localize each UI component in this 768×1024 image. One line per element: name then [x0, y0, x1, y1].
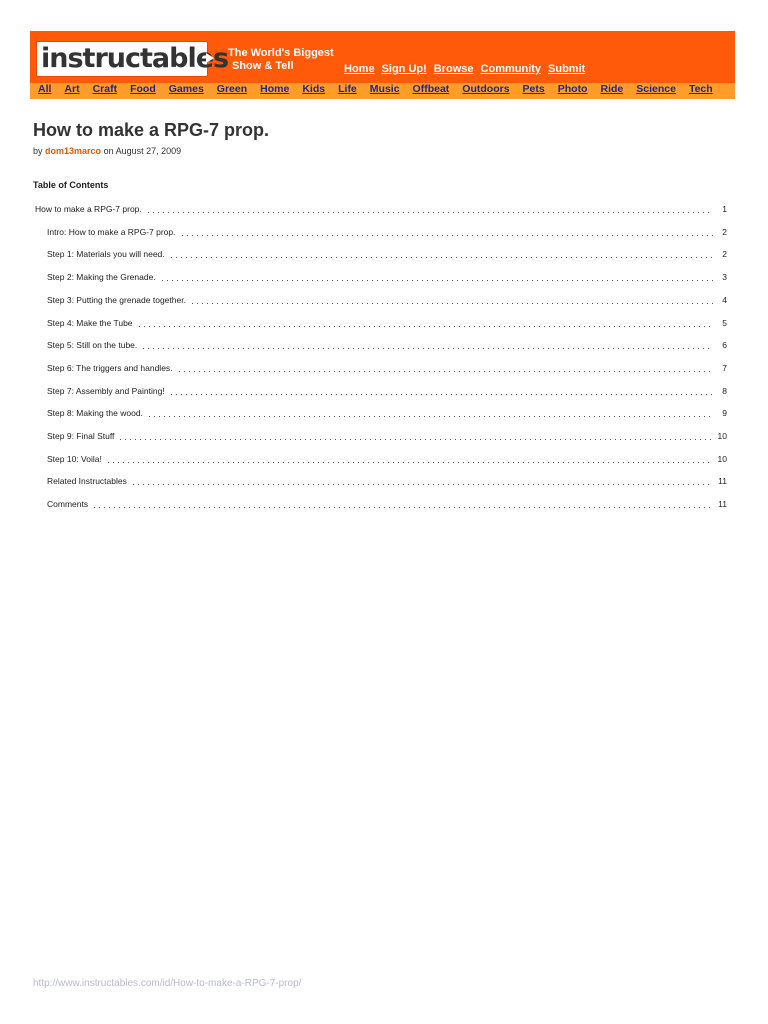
- toc-entry-page: 2: [722, 227, 727, 237]
- category-art[interactable]: Art: [64, 83, 80, 95]
- author-link[interactable]: dom13marco: [45, 146, 102, 156]
- toc-leader-dots: [177, 365, 713, 373]
- category-ride[interactable]: Ride: [600, 83, 624, 95]
- toc-entry[interactable]: [47, 363, 727, 375]
- toc-leader-dots: [190, 297, 713, 305]
- toc-entry-label: Step 10: Voila!: [47, 454, 102, 464]
- toc-entry[interactable]: [47, 499, 727, 511]
- toc-entry[interactable]: [47, 227, 727, 239]
- toc-leader-dots: [141, 342, 713, 350]
- toc-entry-label: Step 3: Putting the grenade together.: [47, 295, 186, 305]
- category-music[interactable]: Music: [369, 83, 400, 95]
- toc-entry-label: Intro: How to make a RPG-7 prop.: [47, 227, 176, 237]
- byline-date: on August 27, 2009: [103, 146, 182, 156]
- category-home[interactable]: Home: [260, 83, 290, 95]
- category-links: [38, 83, 713, 96]
- toc-leader-dots: [169, 251, 713, 259]
- toc-entry[interactable]: [47, 476, 727, 488]
- toc-entry[interactable]: [47, 340, 727, 352]
- nav-browse[interactable]: Browse: [433, 63, 474, 75]
- toc-heading: Table of Contents: [33, 180, 109, 190]
- category-outdoors[interactable]: Outdoors: [462, 83, 510, 95]
- category-all[interactable]: All: [38, 83, 52, 95]
- toc-entry-label: Step 6: The triggers and handles.: [47, 363, 173, 373]
- logo[interactable]: [36, 41, 229, 77]
- category-green[interactable]: Green: [216, 83, 248, 95]
- toc-entry-page: 8: [722, 386, 727, 396]
- toc-leader-dots: [106, 456, 713, 464]
- category-photo[interactable]: Photo: [557, 83, 588, 95]
- toc-leader-dots: [146, 206, 713, 214]
- toc-entry-page: 11: [718, 499, 727, 509]
- category-bar: [30, 83, 735, 99]
- toc-leader-dots: [180, 229, 714, 237]
- page-title: How to make a RPG-7 prop.: [33, 120, 270, 140]
- toc-entry-label: Step 8: Making the wood.: [47, 408, 143, 418]
- nav-sign-up[interactable]: Sign Up!: [381, 63, 427, 75]
- toc-leader-dots: [137, 320, 713, 328]
- byline: [33, 146, 181, 156]
- category-games[interactable]: Games: [168, 83, 204, 95]
- toc-entry-label: Step 4: Make the Tube: [47, 318, 133, 328]
- toc-entry[interactable]: [47, 431, 727, 443]
- toc-entry-label: Comments: [47, 499, 89, 509]
- toc-leader-dots: [160, 274, 713, 282]
- toc-entry-label: Step 7: Assembly and Painting!: [47, 386, 165, 396]
- toc-leader-dots: [169, 388, 713, 396]
- toc-entry-page: 10: [717, 454, 727, 464]
- toc-entry-page: 4: [722, 295, 727, 305]
- toc-entry-page: 10: [717, 431, 727, 441]
- toc-entry-page: 7: [722, 363, 727, 373]
- toc-entry-label: Step 1: Materials you will need.: [47, 249, 165, 259]
- toc-entry[interactable]: [47, 272, 727, 284]
- toc-leader-dots: [147, 410, 713, 418]
- nav-submit[interactable]: Submit: [548, 63, 586, 75]
- toc-entry-page: 1: [722, 204, 727, 214]
- toc-entry[interactable]: [47, 408, 727, 420]
- toc-entry-label: How to make a RPG-7 prop.: [35, 204, 142, 214]
- toc-entry[interactable]: [47, 295, 727, 307]
- toc-entry[interactable]: [35, 204, 727, 216]
- tagline-line1: The World's Biggest: [228, 47, 334, 59]
- tagline: [228, 47, 334, 73]
- toc-leader-dots: [92, 501, 713, 509]
- toc-entry[interactable]: [47, 454, 727, 466]
- logo-text: instructables: [41, 43, 229, 74]
- toc-entry-label: Step 9: Final Stuff: [47, 431, 115, 441]
- toc-entry-page: 9: [722, 408, 727, 418]
- category-food[interactable]: Food: [130, 83, 156, 95]
- category-life[interactable]: Life: [338, 83, 357, 95]
- toc-entry-label: Step 5: Still on the tube.: [47, 340, 138, 350]
- category-offbeat[interactable]: Offbeat: [412, 83, 450, 95]
- top-nav: [344, 63, 585, 75]
- toc-entry-page: 2: [722, 249, 727, 259]
- tagline-line2: Show & Tell: [232, 60, 294, 72]
- category-science[interactable]: Science: [636, 83, 676, 95]
- toc-entry[interactable]: [47, 249, 727, 261]
- category-craft[interactable]: Craft: [92, 83, 118, 95]
- logo-speech-tail-icon: [206, 53, 214, 63]
- category-kids[interactable]: Kids: [302, 83, 326, 95]
- toc-leader-dots: [131, 478, 713, 486]
- toc-entry-page: 11: [718, 476, 727, 486]
- byline-by: by: [33, 146, 43, 156]
- toc-entry-label: Related Instructables: [47, 476, 127, 486]
- site-header: [30, 31, 735, 83]
- toc-entry-page: 3: [722, 272, 727, 282]
- category-tech[interactable]: Tech: [688, 83, 713, 95]
- nav-community[interactable]: Community: [480, 63, 542, 75]
- toc-entry-page: 5: [722, 318, 727, 328]
- toc-entry[interactable]: [47, 318, 727, 330]
- toc-entry-label: Step 2: Making the Grenade.: [47, 272, 156, 282]
- category-pets[interactable]: Pets: [522, 83, 545, 95]
- toc-entry[interactable]: [47, 386, 727, 398]
- footer-url[interactable]: http://www.instructables.com/id/How-to-make-a-RPG-7-prop/: [33, 978, 302, 989]
- nav-home[interactable]: Home: [344, 63, 375, 75]
- toc-entry-page: 6: [722, 340, 727, 350]
- toc-leader-dots: [118, 433, 713, 441]
